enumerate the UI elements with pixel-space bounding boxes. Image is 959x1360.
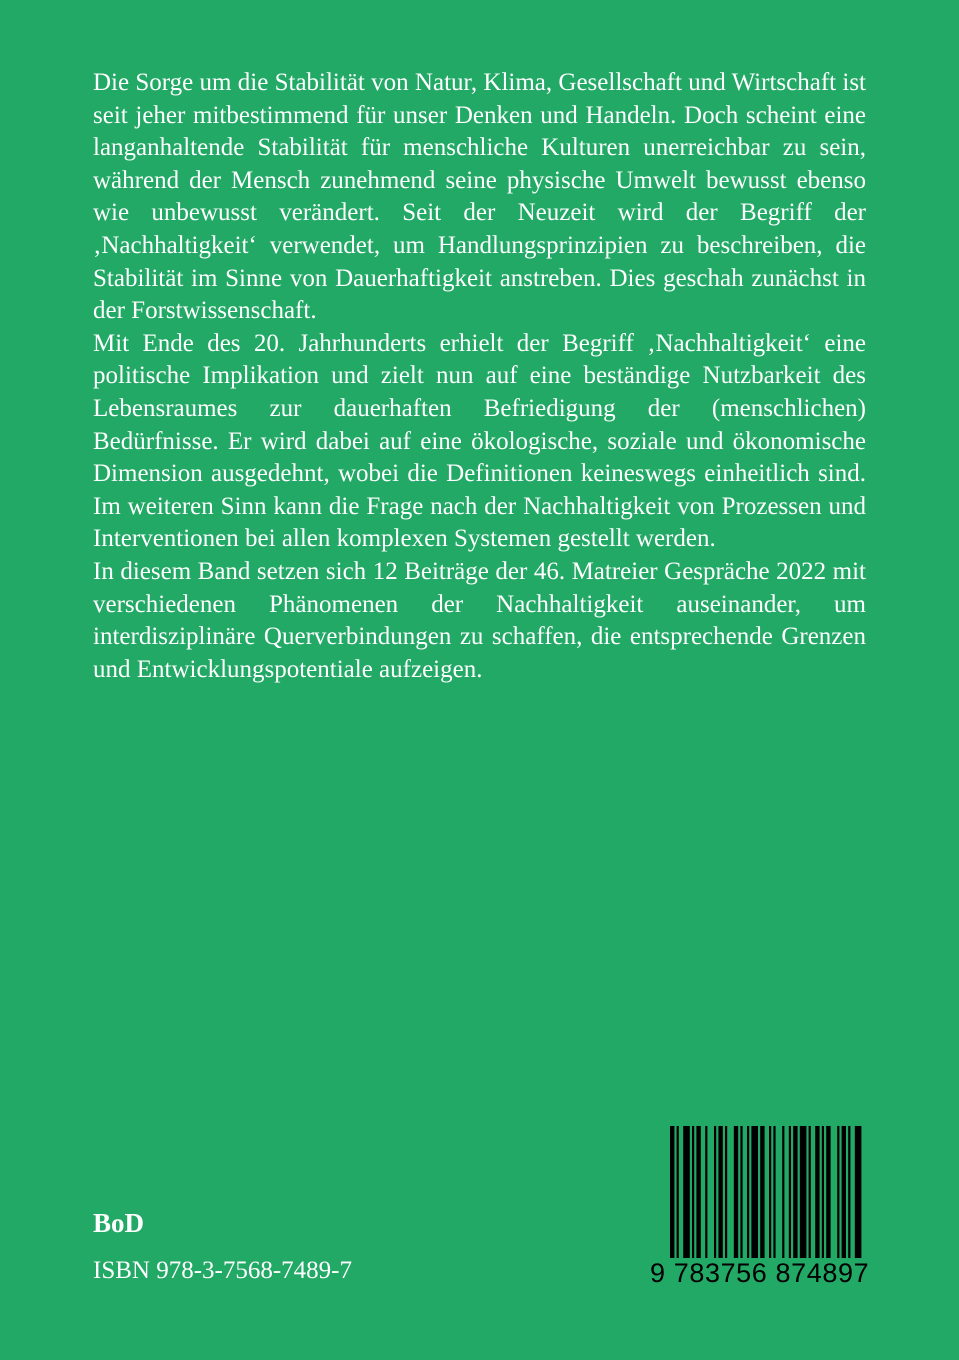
barcode-bar	[751, 1126, 758, 1258]
barcode-bar	[760, 1126, 764, 1258]
barcode-bar	[815, 1126, 819, 1258]
barcode-bar	[683, 1126, 690, 1258]
barcode-bar	[789, 1126, 791, 1258]
barcode-bar	[769, 1126, 771, 1258]
barcode-bar	[725, 1126, 727, 1258]
barcode-bar	[773, 1126, 775, 1258]
barcode-bar	[842, 1126, 846, 1258]
isbn-text: ISBN 978-3-7568-7489-7	[93, 1257, 353, 1284]
barcode-bar	[747, 1126, 749, 1258]
blurb-paragraph-1: Die Sorge um die Stabilität von Natur, Klima, Gesellschaft und Wirtschaft ist seit jeher mitbestimmend für unser Denken und Handeln. Doch scheint eine langanhaltende Stabilität für menschliche Kulturen unerreichbar zu sein, während der Mensch zunehmend seine physische Umwelt bewusst ebenso wie unbewusst verändert. Seit der Neuzeit wird der Begriff der ‚Nachhaltigkeit‘ verwendet, um Handlungsprinzipien zu beschreiben, die Stabilität im Sinne von Dauerhaftigkeit anstreben. Dies geschah zunächst in der Forstwissenschaft.	[93, 69, 866, 325]
barcode-bar	[734, 1126, 738, 1258]
barcode-digits: 9 783756 874897	[650, 1258, 870, 1288]
barcode-bar	[740, 1126, 742, 1258]
barcode-bar	[848, 1126, 850, 1258]
barcode-bar	[714, 1126, 716, 1258]
barcode-bar	[705, 1126, 707, 1258]
barcode-bar	[718, 1126, 722, 1258]
barcode-bar	[826, 1126, 830, 1258]
barcode-bar	[692, 1126, 694, 1258]
barcode-bar	[800, 1126, 807, 1258]
barcode-bars	[650, 1124, 866, 1264]
barcode-bar	[782, 1126, 784, 1258]
publisher-logo: BoD	[93, 1208, 145, 1238]
barcode-bar	[809, 1126, 811, 1258]
barcode-bar	[837, 1126, 839, 1258]
blurb-paragraph-2: Mit Ende des 20. Jahrhunderts erhielt der Begriff ‚Nachhaltigkeit‘ eine politische Implikation und zielt nun auf eine beständige Nutzbarkeit des Lebensraumes zur dauerhaften Befriedigung der (menschlichen) Bedürfnisse. Er wird dabei auf eine ökologische, soziale und ökonomische Dimension ausgedehnt, wobei die Definitionen keineswegs einheitlich sind. Im weiteren Sinn kann die Frage nach der Nachhaltigkeit von Prozessen und Interventionen bei allen komplexen Systemen gestellt werden.	[93, 329, 866, 553]
barcode-bar	[670, 1126, 674, 1258]
barcode-bar	[696, 1126, 700, 1258]
barcode-bar	[677, 1126, 679, 1258]
blurb-paragraph-3: In diesem Band setzen sich 12 Beiträge der 46. Matreier Gespräche 2022 mit verschiedenen Phänomenen der Nachhaltigkeit auseinander, um interdisziplinäre Querverbindungen zu schaffen, die entsprechende Grenzen und Entwicklungspotentiale aufzeigen.	[93, 557, 866, 683]
barcode-bar	[822, 1126, 824, 1258]
barcode-bar	[855, 1126, 862, 1258]
cover-blurb	[93, 67, 866, 686]
barcode-bar	[793, 1126, 797, 1258]
isbn-barcode	[650, 1124, 870, 1294]
